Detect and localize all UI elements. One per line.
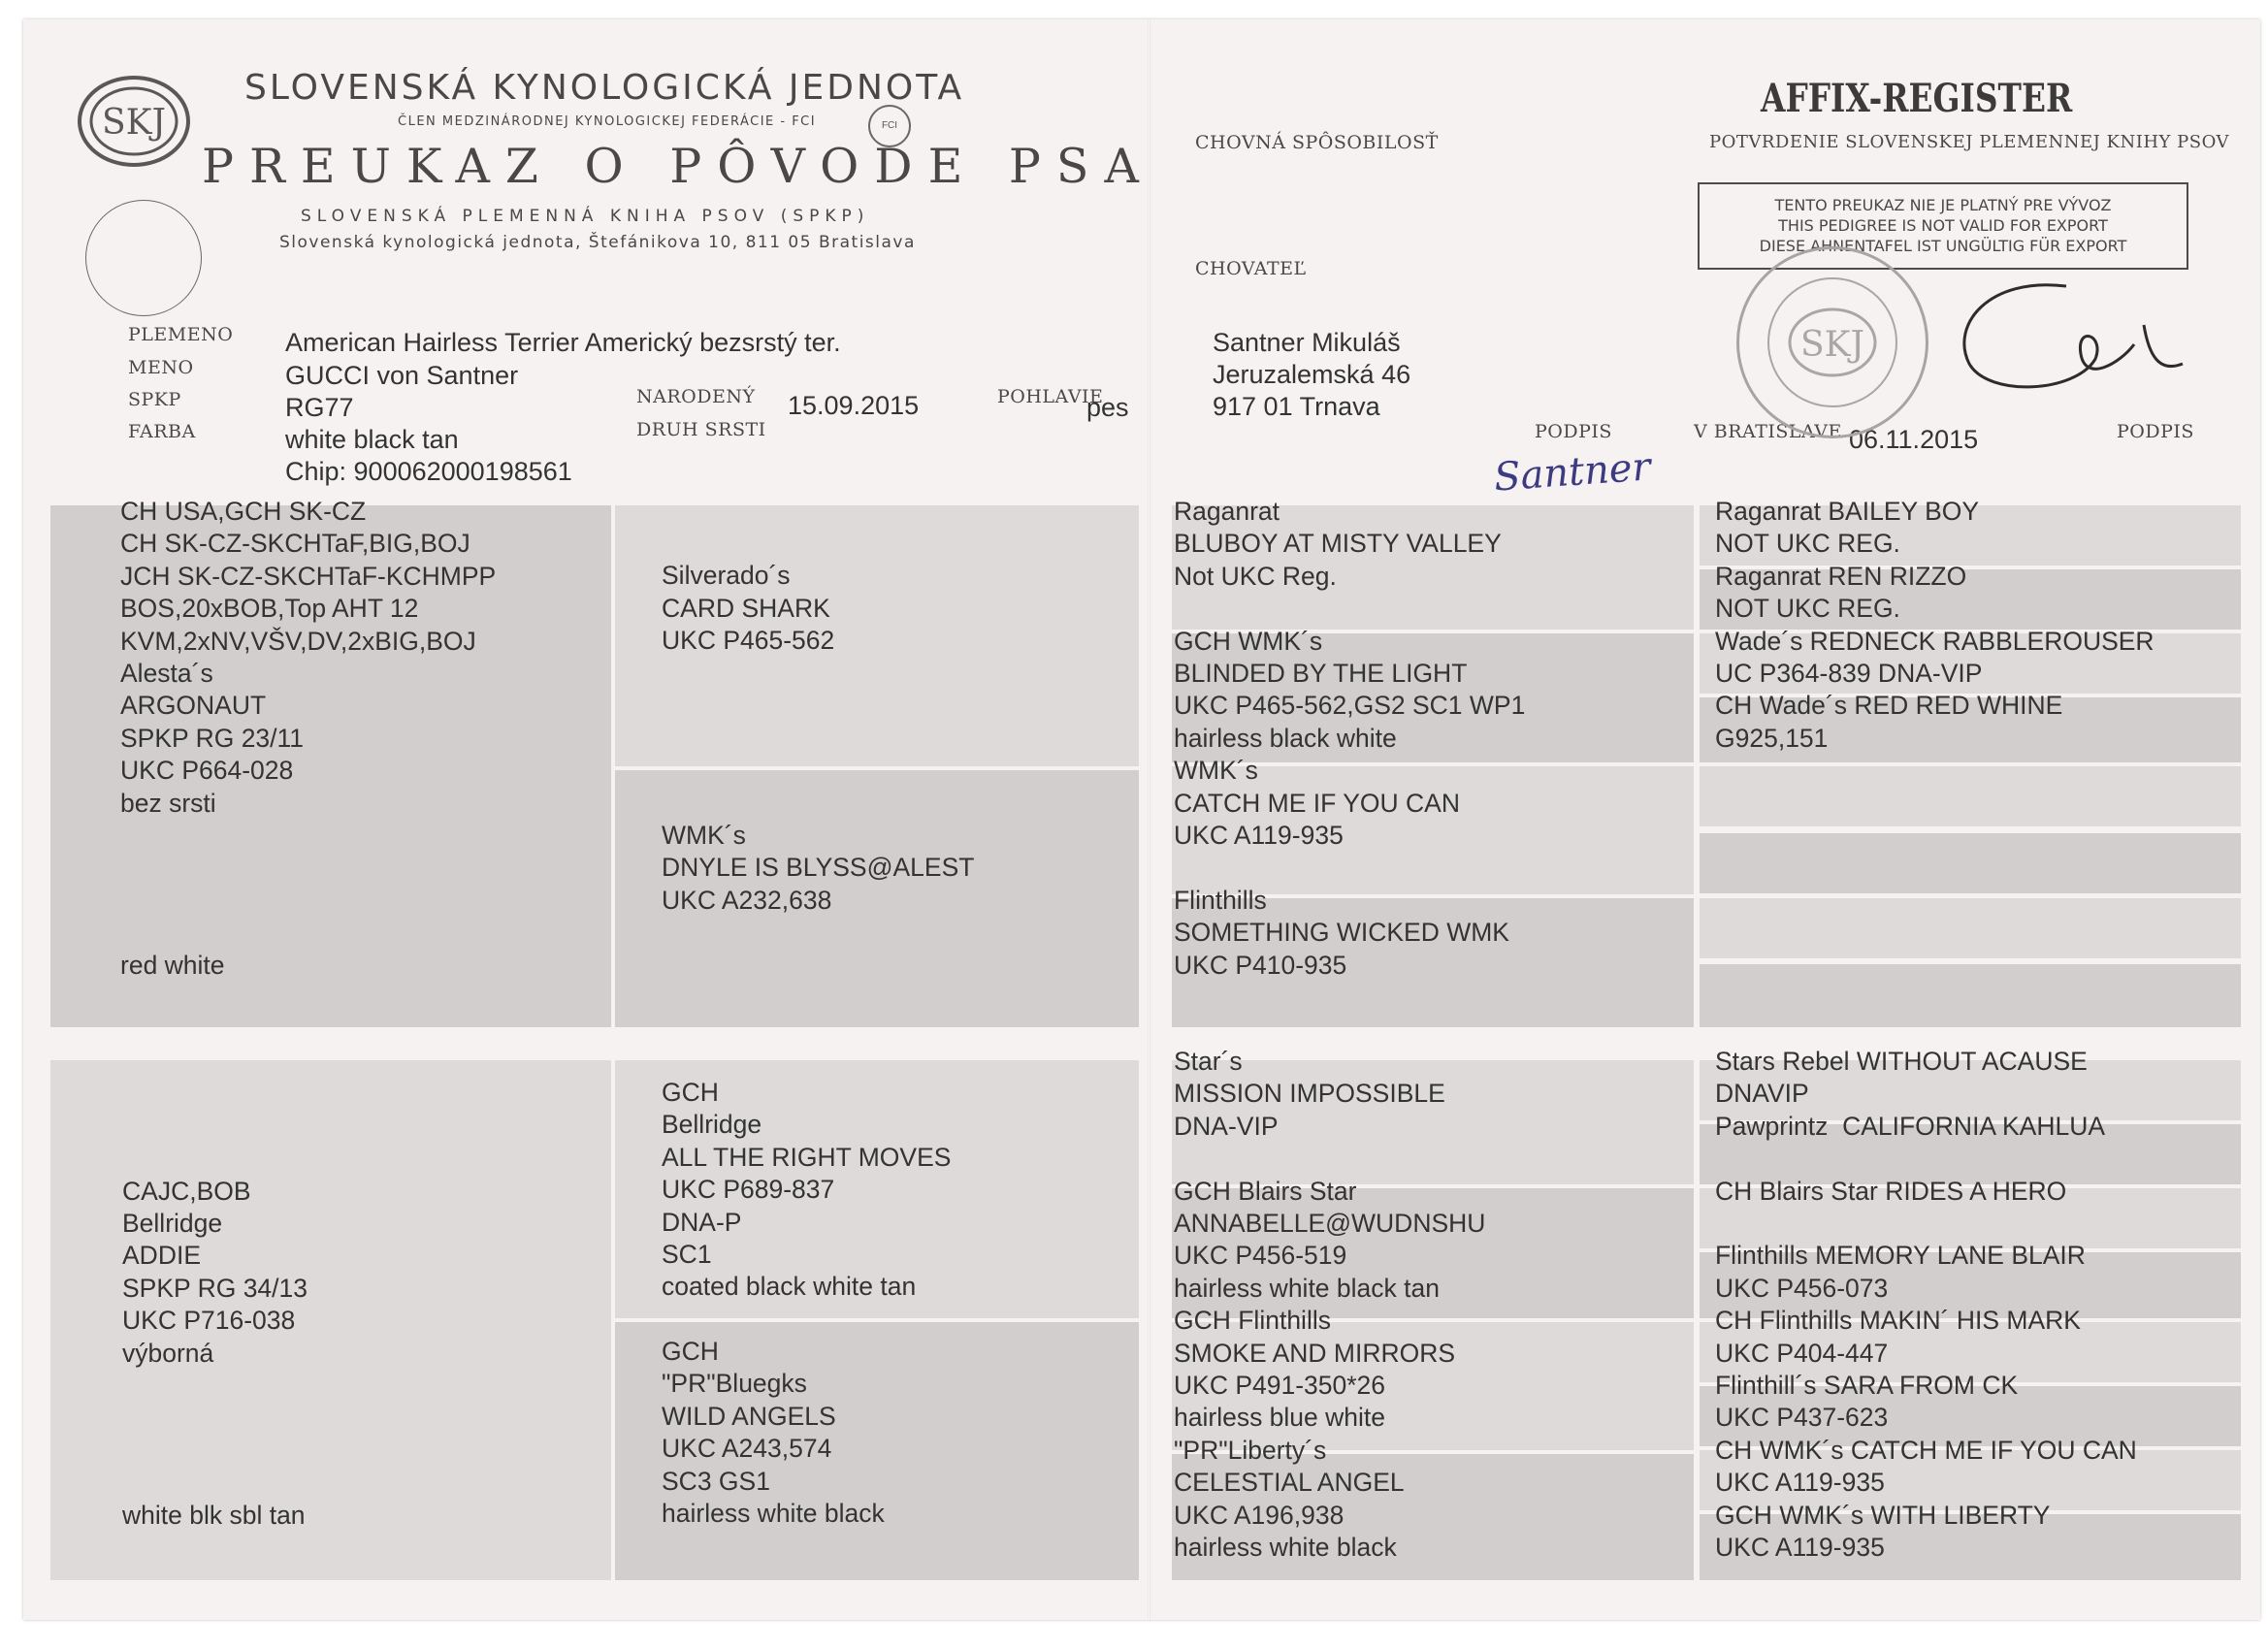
pedigree-line bbox=[122, 1435, 308, 1467]
pedigree-line: white blk sbl tan bbox=[122, 1500, 306, 1530]
pedigree-line: UKC P716-038 bbox=[122, 1306, 296, 1336]
pedigree-line: UKC P456-073 bbox=[1715, 1273, 1889, 1303]
owner-line: Santner Mikuláš bbox=[1213, 328, 1401, 357]
sire-sire-text bbox=[662, 528, 834, 658]
pedigree-line bbox=[120, 852, 496, 884]
g4-top-cell bbox=[1700, 833, 2241, 893]
label-spkp: SPKP bbox=[128, 389, 181, 410]
pedigree-line: UC P364-839 DNA-VIP bbox=[1715, 659, 1983, 689]
owner-line: Jeruzalemská 46 bbox=[1213, 360, 1411, 389]
pedigree-line bbox=[122, 1370, 308, 1402]
pedigree-line: "PR"Liberty´s bbox=[1174, 1435, 1327, 1465]
pedigree-line: UKC A232,638 bbox=[662, 885, 832, 915]
pedigree-line: hairless white black bbox=[1174, 1533, 1397, 1563]
pedigree-line: UKC P689-837 bbox=[662, 1175, 835, 1205]
pedigree-line bbox=[1174, 852, 1525, 884]
org-name: SLOVENSKÁ KYNOLOGICKÁ JEDNOTA bbox=[244, 68, 965, 108]
label-sex: POHLAVIE bbox=[997, 386, 1104, 407]
pedigree-line: UKC P456-519 bbox=[1174, 1241, 1347, 1271]
pedigree-line: CH Wade´s RED RED WHINE bbox=[1715, 691, 2063, 721]
label-breeder: CHOVATEĽ bbox=[1195, 258, 1307, 279]
pedigree-line: WILD ANGELS bbox=[662, 1401, 836, 1431]
photo-circle bbox=[85, 200, 202, 316]
label-name: MENO bbox=[128, 357, 194, 378]
pedigree-line: CH USA,GCH SK-CZ bbox=[120, 497, 367, 526]
pedigree-line bbox=[122, 1467, 308, 1499]
pedigree-line: SPKP RG 23/11 bbox=[120, 723, 305, 753]
pedigree-line: SOMETHING WICKED WMK bbox=[1174, 918, 1509, 948]
pedigree-line bbox=[122, 1402, 308, 1434]
dam-sire-text bbox=[662, 1077, 951, 1304]
sire-dam-text bbox=[662, 755, 974, 917]
pedigree-line: DNA-VIP bbox=[1174, 1111, 1279, 1141]
pedigree-line: DNYLE IS BLYSS@ALEST bbox=[662, 853, 975, 883]
pedigree-line: WMK´s bbox=[1174, 756, 1258, 786]
pedigree-line: DNAVIP bbox=[1715, 1079, 1809, 1109]
name-value: GUCCI von Santner bbox=[285, 361, 519, 390]
pedigree-line: KVM,2xNV,VŠV,DV,2xBIG,BOJ bbox=[120, 626, 476, 656]
pedigree-line bbox=[122, 1046, 308, 1078]
label-signature-2: PODPIS bbox=[2117, 421, 2194, 442]
pedigree-line: Flinthills bbox=[1174, 885, 1267, 915]
pedigree-line: GCH WMK´s bbox=[1174, 626, 1323, 656]
label-place: V BRATISLAVE bbox=[1694, 421, 1842, 442]
owner-line: 917 01 Trnava bbox=[1213, 392, 1380, 421]
svg-text:SKJ: SKJ bbox=[1800, 325, 1864, 365]
pedigree-line bbox=[120, 885, 496, 917]
pedigree-line bbox=[662, 528, 834, 560]
skj-logo-icon bbox=[81, 80, 186, 163]
sex-value: pes bbox=[1086, 393, 1129, 422]
pedigree-line: UKC P437-623 bbox=[1715, 1403, 1889, 1433]
official-stamp bbox=[1736, 246, 1928, 438]
g4-bottom-text bbox=[1715, 1046, 2137, 1564]
pedigree-line: ANNABELLE@WUDNSHU bbox=[1174, 1209, 1486, 1239]
pedigree-line: UKC P491-350*26 bbox=[1174, 1371, 1386, 1401]
pedigree-line: Pawprintz CALIFORNIA KAHLUA bbox=[1715, 1111, 2106, 1141]
pedigree-line: ALL THE RIGHT MOVES bbox=[662, 1142, 952, 1172]
chip-value: Chip: 900062000198561 bbox=[285, 457, 572, 486]
pedigree-line: BLINDED BY THE LIGHT bbox=[1174, 659, 1468, 689]
pedigree-line: Bellridge bbox=[662, 1110, 762, 1140]
pedigree-line: bez srsti bbox=[120, 788, 216, 818]
stamp-icon bbox=[1739, 249, 1926, 436]
pedigree-line: Bellridge bbox=[122, 1208, 223, 1238]
document-title: PREUKAZ O PÔVODE PSA bbox=[202, 139, 1154, 194]
pedigree-line: BLUBOY AT MISTY VALLEY bbox=[1174, 529, 1502, 559]
label-color: FARBA bbox=[128, 421, 196, 442]
pedigree-line: UKC A196,938 bbox=[1174, 1500, 1345, 1530]
pedigree-line: Flinthills MEMORY LANE BLAIR bbox=[1715, 1241, 2086, 1271]
pedigree-line: UKC P404-447 bbox=[1715, 1338, 1889, 1368]
pedigree-line: CH SK-CZ-SKCHTaF,BIG,BOJ bbox=[120, 529, 470, 559]
pedigree-line: hairless white black bbox=[662, 1499, 885, 1529]
export-notice-line: DIESE AHNENTAFEL IST UNGÜLTIG FÜR EXPORT bbox=[1759, 237, 2127, 255]
pedigree-line: red white bbox=[120, 950, 225, 980]
pedigree-line: UKC A243,574 bbox=[662, 1434, 832, 1464]
fci-emblem-text: FCI bbox=[881, 120, 898, 131]
export-notice-line: THIS PEDIGREE IS NOT VALID FOR EXPORT bbox=[1778, 216, 2108, 235]
pedigree-line: GCH Flinthills bbox=[1174, 1306, 1331, 1336]
pedigree-line: NOT UKC REG. bbox=[1715, 594, 1900, 624]
pedigree-line: BOS,20xBOB,Top AHT 12 bbox=[120, 594, 419, 624]
pedigree-line: CATCH ME IF YOU CAN bbox=[1174, 788, 1460, 818]
pedigree-line: SMOKE AND MIRRORS bbox=[1174, 1338, 1456, 1368]
pedigree-line: Raganrat bbox=[1174, 497, 1280, 526]
pedigree-line: GCH bbox=[662, 1337, 719, 1366]
affix-subtitle: POTVRDENIE SLOVENSKEJ PLEMENNEJ KNIHY PSOV bbox=[1709, 132, 2230, 152]
label-born: NARODENÝ bbox=[636, 386, 756, 407]
pedigree-line: Raganrat REN RIZZO bbox=[1715, 561, 1967, 591]
pedigree-line: Not UKC Reg. bbox=[1174, 561, 1337, 591]
pedigree-line: SC1 bbox=[662, 1240, 712, 1270]
pedigree-line bbox=[122, 1143, 308, 1175]
affix-register-title: AFFIX-REGISTER bbox=[1761, 76, 2073, 121]
pedigree-line: GCH bbox=[662, 1078, 719, 1107]
pedigree-line: SC3 GS1 bbox=[662, 1466, 770, 1496]
issue-date: 06.11.2015 bbox=[1849, 425, 1979, 454]
label-coat: DRUH SRSTI bbox=[636, 419, 766, 440]
g3-bottom-text bbox=[1174, 1046, 1485, 1564]
pedigree-line: CELESTIAL ANGEL bbox=[1174, 1468, 1405, 1498]
pedigree-line: Wade´s REDNECK RABBLEROUSER bbox=[1715, 626, 2155, 656]
pedigree-line bbox=[662, 755, 974, 787]
pedigree-line: GCH Blairs Star bbox=[1174, 1176, 1357, 1206]
pedigree-line: GCH WMK´s WITH LIBERTY bbox=[1715, 1500, 2051, 1530]
label-breeding-ability: CHOVNÁ SPÔSOBILOSŤ bbox=[1195, 132, 1439, 153]
pedigree-line: UKC A119-935 bbox=[1174, 821, 1344, 851]
pedigree-line bbox=[122, 1078, 308, 1110]
pedigree-line: CARD SHARK bbox=[662, 593, 830, 623]
pedigree-line: Stars Rebel WITHOUT ACAUSE bbox=[1715, 1047, 2088, 1076]
pedigree-line: CAJC,BOB bbox=[122, 1176, 251, 1206]
registrar-signature bbox=[1950, 267, 2202, 412]
pedigree-line: CH WMK´s CATCH ME IF YOU CAN bbox=[1715, 1435, 2137, 1465]
pedigree-line bbox=[1174, 1143, 1485, 1175]
label-breed: PLEMENO bbox=[128, 324, 234, 345]
pedigree-line: Flinthill´s SARA FROM CK bbox=[1715, 1371, 2019, 1401]
pedigree-line: NOT UKC REG. bbox=[1715, 529, 1900, 559]
dam-text bbox=[122, 1046, 308, 1532]
pedigree-line: UKC A119-935 bbox=[1715, 1468, 1885, 1498]
pedigree-line: G925,151 bbox=[1715, 723, 1829, 753]
pedigree-line: CH Blairs Star RIDES A HERO bbox=[1715, 1176, 2067, 1206]
born-value: 15.09.2015 bbox=[788, 391, 920, 420]
color-value: white black tan bbox=[285, 425, 459, 454]
pedigree-line: Alesta´s bbox=[120, 659, 213, 689]
pedigree-line bbox=[122, 1111, 308, 1143]
spkp-value: RG77 bbox=[285, 393, 354, 422]
g4-top-cell bbox=[1700, 964, 2241, 1027]
pedigree-line: Star´s bbox=[1174, 1047, 1243, 1076]
pedigree-line bbox=[120, 917, 496, 949]
g3-top-text bbox=[1174, 496, 1525, 982]
pedigree-line: WMK´s bbox=[662, 820, 746, 850]
pedigree-line: UKC P664-028 bbox=[120, 756, 294, 786]
owner-signature: Santner bbox=[1492, 444, 1653, 501]
pedigree-line: JCH SK-CZ-SKCHTaF-KCHMPP bbox=[120, 561, 497, 591]
pedigree-line: SPKP RG 34/13 bbox=[122, 1273, 308, 1303]
pedigree-line: UKC P410-935 bbox=[1174, 950, 1347, 980]
org-subtitle: ČLEN MEDZINÁRODNEJ KYNOLOGICKEJ FEDERÁCIE - FCI bbox=[398, 114, 817, 129]
pedigree-line: ARGONAUT bbox=[120, 691, 267, 721]
registry-name: SLOVENSKÁ PLEMENNÁ KNIHA PSOV (SPKP) bbox=[301, 207, 870, 226]
fold-line bbox=[1148, 19, 1150, 1620]
pedigree-line: MISSION IMPOSSIBLE bbox=[1174, 1079, 1445, 1109]
g4-top-cell bbox=[1700, 898, 2241, 958]
pedigree-line: hairless white black tan bbox=[1174, 1273, 1440, 1303]
pedigree-line: výborná bbox=[122, 1338, 214, 1368]
pedigree-line bbox=[1715, 1208, 2137, 1240]
dam-dam-text bbox=[662, 1336, 885, 1530]
pedigree-line: hairless blue white bbox=[1174, 1403, 1386, 1433]
pedigree-line: UKC A119-935 bbox=[1715, 1533, 1885, 1563]
pedigree-line bbox=[662, 787, 974, 819]
pedigree-line bbox=[1174, 593, 1525, 625]
skj-logo bbox=[78, 76, 190, 167]
pedigree-line: UKC P465-562 bbox=[662, 626, 835, 656]
label-signature: PODPIS bbox=[1535, 421, 1612, 442]
pedigree-line: Silverado´s bbox=[662, 561, 791, 591]
g4-top-cell bbox=[1700, 766, 2241, 826]
pedigree-line: CH Flinthills MAKIN´ HIS MARK bbox=[1715, 1306, 2081, 1336]
g4-top-text bbox=[1715, 496, 2155, 755]
pedigree-line bbox=[120, 820, 496, 852]
pedigree-line bbox=[1715, 1143, 2137, 1175]
registry-address: Slovenská kynologická jednota, Štefánikova 10, 811 05 Bratislava bbox=[279, 233, 916, 252]
svg-text:SKJ: SKJ bbox=[102, 103, 166, 143]
pedigree-line: coated black white tan bbox=[662, 1272, 917, 1302]
pedigree-line: "PR"Bluegks bbox=[662, 1369, 807, 1399]
pedigree-line: UKC P465-562,GS2 SC1 WP1 bbox=[1174, 691, 1526, 721]
pedigree-line: hairless black white bbox=[1174, 723, 1397, 753]
pedigree-line: DNA-P bbox=[662, 1207, 742, 1237]
breed-value: American Hairless Terrier Americký bezsrstý ter. bbox=[285, 328, 841, 357]
pedigree-line: ADDIE bbox=[122, 1241, 201, 1271]
sire-text bbox=[120, 496, 496, 982]
pedigree-line: Raganrat BAILEY BOY bbox=[1715, 497, 1980, 526]
export-notice-line: TENTO PREUKAZ NIE JE PLATNÝ PRE VÝVOZ bbox=[1774, 196, 2112, 214]
